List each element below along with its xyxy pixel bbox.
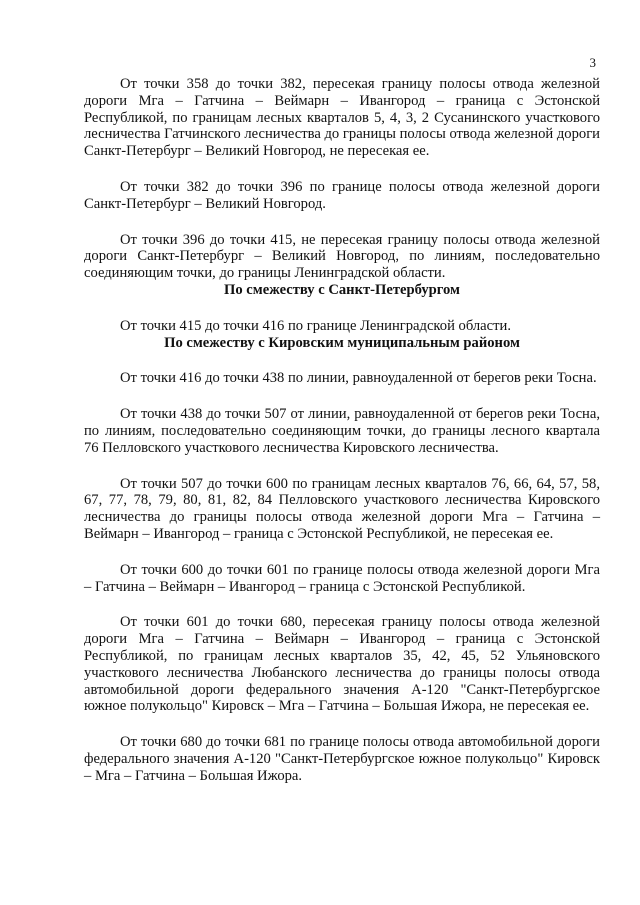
paragraph: От точки 601 до точки 680, пересекая границу полосы отвода железной дороги Мга – Гатчина – Веймарн – Ивангород – граница с Эстонской Республикой, по границам лесных кварталов 35, 42, 45, 52 Ульяновского участкового лесничества Любанского лесничества до границы полосы отвода автомобильной дороги федерального значения А-120 "Санкт-Петербургское южное полукольцо" Кировск – Мга – Гатчина – Большая Ижора, не пересекая ее. — [84, 614, 600, 715]
paragraph: От точки 382 до точки 396 по границе полосы отвода железной дороги Санкт-Петербург – Великий Новгород. — [84, 178, 600, 212]
document-body — [84, 76, 600, 785]
paragraph: От точки 600 до точки 601 по границе полосы отвода железной дороги Мга – Гатчина – Веймарн – Ивангород – граница с Эстонской Республикой. — [84, 561, 600, 595]
page-number: 3 — [589, 55, 596, 70]
paragraph: От точки 416 до точки 438 по линии, равноудаленной от берегов реки Тосна. — [120, 370, 597, 387]
paragraph: От точки 507 до точки 600 по границам лесных кварталов 76, 66, 64, 57, 58, 67, 77, 78, 79, 80, 81, 82, 84 Пелловского участкового лесничества Кировского лесничества до границы полосы отвода железной дороги Мга – Гатчина – Веймарн – Ивангород – граница с Эстонской Республикой, не пересекая ее. — [84, 475, 600, 542]
paragraph: От точки 396 до точки 415, не пересекая границу полосы отвода железной дороги Санкт-Петербург – Великий Новгород, по линиям, последовательно соединяющим точки, до границы Ленинградской области. — [84, 231, 600, 282]
paragraph: От точки 438 до точки 507 от линии, равноудаленной от берегов реки Тосна, по линиям, последовательно соединяющим точки, до границы лесного квартала 76 Пелловского участкового лесничества Кировского лесничества. — [84, 406, 600, 456]
paragraph: От точки 415 до точки 416 по границе Ленинградской области. — [120, 317, 511, 334]
paragraph: От точки 358 до точки 382, пересекая границу полосы отвода железной дороги Мга – Гатчина – Веймарн – Ивангород – граница с Эстонской Республикой, по границам лесных кварталов 5, 4, 3, 2 Сусанинского участкового лесничества Гатчинского лесничества до границы полосы отвода железной дороги Санкт-Петербург – Великий Новгород, не пересекая ее. — [84, 76, 600, 160]
paragraph: От точки 680 до точки 681 по границе полосы отвода автомобильной дороги федерального значения А-120 "Санкт-Петербургское южное полукольцо" Кировск – Мга – Гатчина – Большая Ижора. — [84, 734, 600, 784]
section-heading: По смежеству с Кировским муниципальным районом — [164, 334, 520, 351]
section-heading: По смежеству с Санкт-Петербургом — [224, 281, 460, 298]
